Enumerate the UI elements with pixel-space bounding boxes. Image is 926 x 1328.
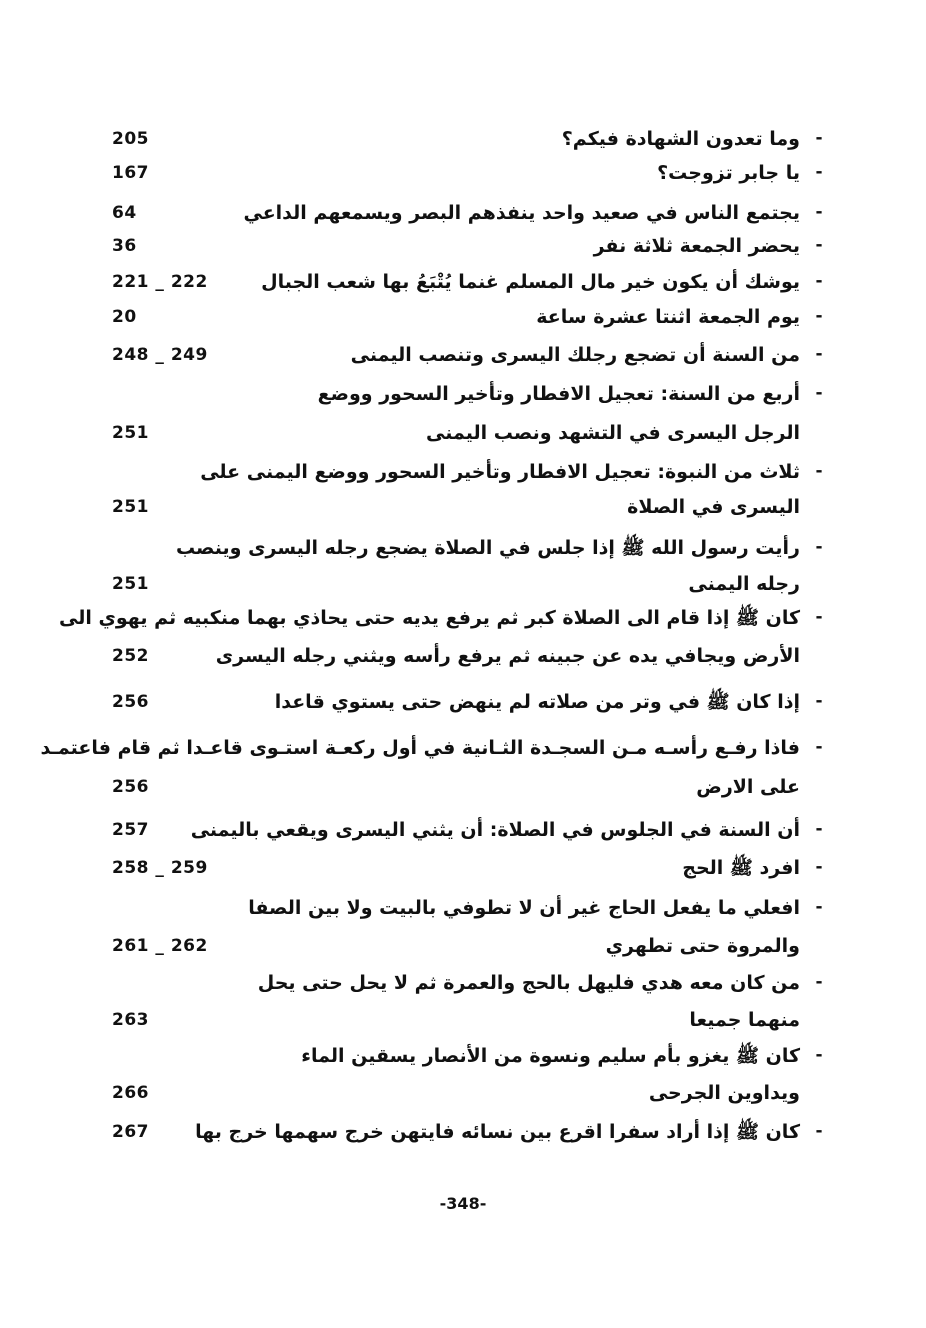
index-entry-line [112,533,826,563]
index-entry-line [112,231,826,261]
entry-text: وما تعدون الشهادة فيكم؟ [561,128,800,150]
page-reference: 221 _ 222 [112,272,208,292]
entry-line-content [112,492,800,522]
index-entry-line [112,1078,826,1108]
index-entry-line [112,931,826,961]
entry-text: يا جابر تزوجت؟ [657,162,800,184]
dot-leader [159,158,647,188]
entry-bullet: - [815,202,823,222]
dot-leader [218,931,596,961]
index-entry-line [112,158,826,188]
page-reference: 205 [112,129,149,149]
entry-line-content [112,340,800,370]
index-entry-line [112,379,826,409]
entry-line-content [112,1005,800,1035]
index-entry-line [112,457,826,487]
dot-leader [159,1117,185,1147]
entry-bullet: - [815,607,823,627]
entry-line-content [112,853,800,883]
page-reference: 20 [112,307,137,327]
index-entry-line [112,267,826,297]
dot-leader [159,641,206,671]
entry-text: والمروة حتى تطهري [605,935,800,957]
entry-text: يوشك أن يكون خير مال المسلم غنما يُتْبَعُ بها شعب الجبال [261,271,800,293]
entry-line-content [112,231,800,261]
page-reference: 64 [112,203,137,223]
entry-line-content [112,931,800,961]
entry-text: على الارض [696,776,800,798]
entry-bullet: - [815,344,823,364]
dot-leader [159,815,181,845]
entry-text: منهما جميعا [689,1009,800,1031]
dot-leader [147,302,527,332]
index-entry-line [112,853,826,883]
entry-text: يوم الجمعة اثنتا عشرة ساعة [536,306,800,328]
entry-text: الأرض ويجافي يده عن جبينه ثم يرفع رأسه ويثني رجله اليسرى [215,645,800,667]
index-entry-line [112,418,826,448]
entry-line-content [112,569,800,599]
entry-bullet: - [815,737,823,757]
entry-bullet: - [815,819,823,839]
entry-bullet: - [815,235,823,255]
page-reference: 267 [112,1122,149,1142]
index-entry-line [40,733,826,763]
entry-bullet: - [815,897,823,917]
dot-leader [159,1078,639,1108]
entry-bullet: - [815,691,823,711]
entry-line-content [112,124,800,154]
dot-leader [159,492,617,522]
page-reference: 167 [112,163,149,183]
entry-line-content [112,772,800,802]
entry-bullet: - [815,1121,823,1141]
index-entry-line [112,124,826,154]
entry-line-content [112,893,800,923]
index-entry-line [112,641,826,671]
index-entry-line [112,302,826,332]
dot-leader [159,772,686,802]
index-entry-line [112,492,826,522]
page-number: -348- [439,1194,487,1213]
dot-leader [147,198,234,228]
entry-text: كان ﷺ يغزو بأم سليم ونسوة من الأنصار يسقين الماء [301,1045,800,1067]
entry-text: رأيت رسول الله ﷺ إذا جلس في الصلاة يضجع رجله اليسرى وينصب [175,537,800,559]
dot-leader [218,853,672,883]
entry-bullet: - [815,972,823,992]
entry-bullet: - [815,461,823,481]
index-entry-line [112,687,826,717]
entry-text: رجله اليمنى [688,573,800,595]
page-reference: 263 [112,1010,149,1030]
entry-text: من السنة أن تضجع رجلك اليسرى وتنصب اليمنى [350,344,800,366]
entry-line-content [112,968,800,998]
entry-text: من كان معه هدي فليهل بالحج والعمرة ثم لا يحل حتى يحل [257,972,800,994]
entry-line-content [40,733,800,763]
entry-bullet: - [815,537,823,557]
page-reference: 256 [112,777,149,797]
dot-leader [147,231,584,261]
index-entry-line [112,1117,826,1147]
index-entry-line [59,603,826,633]
dot-leader [159,569,678,599]
entry-bullet: - [815,128,823,148]
entry-text: افرد ﷺ الحج [682,857,800,879]
dot-leader [218,267,251,297]
page-reference: 248 _ 249 [112,345,208,365]
entry-bullet: - [815,1045,823,1065]
entry-bullet: - [815,383,823,403]
page-reference: 256 [112,692,149,712]
page-reference: 252 [112,646,149,666]
dot-leader [159,124,552,154]
entry-line-content [112,267,800,297]
page-reference: 258 _ 259 [112,858,208,878]
page-reference: 257 [112,820,149,840]
entry-text: يجتمع الناس في صعيد واحد ينفذهم البصر ويسمعهم الداعي [243,202,800,224]
entry-line-content [112,158,800,188]
entry-line-content [112,1078,800,1108]
dot-leader [159,418,416,448]
index-entry-line [112,569,826,599]
index-entry-line [112,340,826,370]
entry-line-content [112,641,800,671]
index-entry-line [112,1005,826,1035]
entry-bullet: - [815,162,823,182]
index-entry-line [112,772,826,802]
entry-line-content [112,687,800,717]
page-reference: 251 [112,574,149,594]
entry-line-content [112,815,800,845]
index-entry-line [112,815,826,845]
entry-text: افعلي ما يفعل الحاج غير أن لا تطوفي بالبيت ولا بين الصفا [248,897,800,919]
entry-bullet: - [815,306,823,326]
index-entry-line [112,1041,826,1071]
entry-line-content [112,379,800,409]
entry-text: كان ﷺ إذا أراد سفرا اقرع بين نسائه فايتهن خرج سهمها خرج بها [195,1121,800,1143]
entry-line-content [112,457,800,487]
page-reference: 251 [112,423,149,443]
index-entry-line [112,198,826,228]
entry-line-content [112,1117,800,1147]
index-entry-line [112,893,826,923]
entry-text: ثلاث من النبوة: تعجيل الافطار وتأخير السحور ووضع اليمنى على [200,461,800,483]
entry-bullet: - [815,271,823,291]
entry-line-content [112,302,800,332]
entry-text: اليسرى في الصلاة [627,496,800,518]
entry-text: أربع من السنة: تعجيل الافطار وتأخير السحور ووضع [317,383,800,405]
page-reference: 261 _ 262 [112,936,208,956]
entry-text: كان ﷺ إذا قام الى الصلاة كبر ثم يرفع يديه حتى يحاذي بهما منكبيه ثم يهوي الى [59,607,800,629]
dot-leader [159,1005,679,1035]
entry-text: الرجل اليسرى في التشهد ونصب اليمنى [426,422,800,444]
page-reference: 36 [112,236,137,256]
entry-text: أن السنة في الجلوس في الصلاة: أن يثني اليسرى ويقعي باليمنى [190,819,800,841]
entry-text: ويداوين الجرحى [648,1082,800,1104]
entry-line-content [112,418,800,448]
dot-leader [159,687,265,717]
entry-line-content [112,1041,800,1071]
dot-leader [218,340,341,370]
entry-line-content [112,533,800,563]
entry-line-content [59,603,800,633]
entry-bullet: - [815,857,823,877]
page-reference: 251 [112,497,149,517]
entry-text: فاذا رفـع رأسـه مـن السجـدة الثـانية في أول ركعـة استـوى قاعـدا ثم قام فاعتمـد [40,737,800,759]
page-reference: 266 [112,1083,149,1103]
entry-text: يحضر الجمعة ثلاثة نفر [593,235,800,257]
entry-text: إذا كان ﷺ في وتر من صلاته لم ينهض حتى يستوي قاعدا [274,691,800,713]
entry-line-content [112,198,800,228]
index-entry-line [112,968,826,998]
